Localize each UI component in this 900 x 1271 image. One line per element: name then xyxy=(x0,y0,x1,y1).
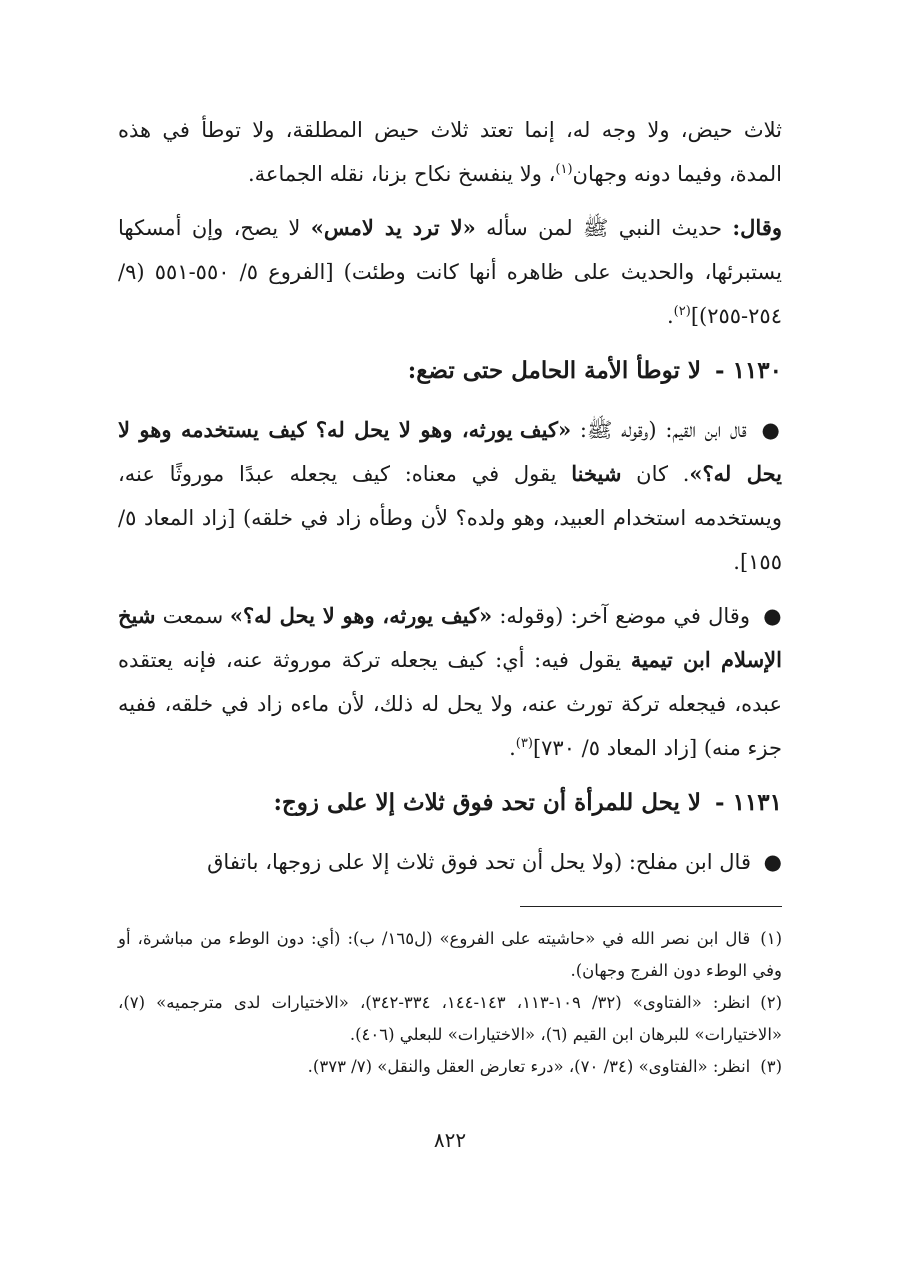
hadith-quote: «كيف يورثه، وهو لا يحل له؟» xyxy=(229,603,493,628)
footnote-2 xyxy=(118,987,782,1051)
section-heading-1130 xyxy=(118,348,782,394)
paragraph-5 xyxy=(118,840,782,884)
footnote-ref-2[interactable]: (٢) xyxy=(673,304,691,319)
paragraph-text: ثلاث حيض، ولا وجه له، إنما تعتد ثلاث حيض المطلقة، ولا توطأ في هذه المدة، وفيما دونه وجهان xyxy=(118,118,782,186)
paragraph-text: حديث النبي ﷺ لمن سأله xyxy=(475,216,733,240)
scholar-name: شيخنا xyxy=(571,461,622,486)
paragraph-text: قال ابن القيم: (وقوله ﷺ: xyxy=(571,418,756,442)
paragraph-text: ، ولا ينفسخ نكاح بزنا، نقله الجماعة. xyxy=(248,162,556,186)
bullet-icon: ● xyxy=(763,604,783,628)
footnote-number: (٢) xyxy=(760,993,783,1012)
section-title: لا توطأ الأمة الحامل حتى تضع: xyxy=(407,357,702,384)
footnote-divider xyxy=(520,906,782,907)
footnote-3 xyxy=(118,1051,782,1083)
paragraph-text: . كان xyxy=(621,462,690,486)
bullet-icon: ● xyxy=(763,850,782,874)
paragraph-end: . xyxy=(509,736,516,760)
footnotes xyxy=(118,923,782,1083)
page-body xyxy=(118,108,782,1083)
section-title: لا يحل للمرأة أن تحد فوق ثلاث إلا على زوج: xyxy=(273,789,702,816)
paragraph-end: . xyxy=(666,304,674,328)
paragraph-text: يقول في معناه: كيف يجعله عبدًا موروثًا عنه، ويستخدمه استخدام العبيد، وهو ولده؟ لأن وطأه زاد في خلقه) [زاد المعاد ٥/ ١٥٥]. xyxy=(118,462,782,574)
footnote-text: انظر: «الفتاوى» (٣٤/ ٧٠)، «درء تعارض العقل والنقل» (٧/ ٣٧٣). xyxy=(307,1057,751,1076)
paragraph-text: يقول فيه: أي: كيف يجعله تركة موروثة عنه، فإنه يعتقده عبده، فيجعله تركة تورث عنه، ولا يحل له ذلك، لأن ماءه زاد في خلقه، ففيه جزء منه) [زاد المعاد ٥/ ٧٣٠] xyxy=(118,648,782,760)
paragraph-text: لا يصح، وإن أمسكها يستبرئها، والحديث على ظاهره أنها كانت وطئت) [الفروع ٥/ ٥٥٠-٥٥١ (٩/ ٢٥٤-٢٥٥)] xyxy=(118,216,782,328)
said-label: وقال: xyxy=(732,215,782,240)
footnote-1 xyxy=(118,923,782,987)
paragraph-3 xyxy=(118,408,782,584)
section-number: ١١٣١ - xyxy=(715,789,782,816)
footnote-ref-1[interactable]: (١) xyxy=(555,162,573,177)
paragraph-text: قال ابن مفلح: (ولا يحل أن تحد فوق ثلاث إلا على زوجها، باتفاق xyxy=(207,850,758,874)
footnote-number: (١) xyxy=(760,929,782,948)
paragraph-2 xyxy=(118,206,782,338)
paragraph-text: وقال في موضع آخر: (وقوله: xyxy=(492,604,758,628)
bullet-icon: ● xyxy=(761,418,782,442)
section-heading-1131 xyxy=(118,780,782,826)
paragraph-text: سمعت xyxy=(155,604,230,628)
paragraph-1 xyxy=(118,108,782,196)
page-number: ٨٢٢ xyxy=(433,1128,467,1152)
footnote-ref-3[interactable]: (٣) xyxy=(515,736,533,751)
scholar-name: شيخ الإسلام ابن تيمية xyxy=(118,603,782,672)
footnote-text: انظر: «الفتاوى» (٣٢/ ١٠٩-١١٣، ١٤٣-١٤٤، ٣٣٤-٣٤٢)، «الاختيارات لدى مترجميه» (٧)، «الاختيارات» للبرهان ابن القيم (٦)، «الاختيارات» للبعلي (٤٠٦). xyxy=(118,993,782,1044)
hadith-quote: «كيف يورثه، وهو لا يحل له؟ كيف يستخدمه وهو لا يحل له؟» xyxy=(118,417,783,486)
footnote-text: قال ابن نصر الله في «حاشيته على الفروع» (ل١٦٥/ ب): (أي: دون الوطء من مباشرة، أو وفي الوطء دون الفرج وجهان). xyxy=(118,929,782,980)
hadith-quote: «لا ترد يد لامس» xyxy=(310,215,476,240)
footnote-number: (٣) xyxy=(760,1057,782,1076)
paragraph-4 xyxy=(118,594,782,770)
section-number: ١١٣٠ - xyxy=(715,357,782,384)
